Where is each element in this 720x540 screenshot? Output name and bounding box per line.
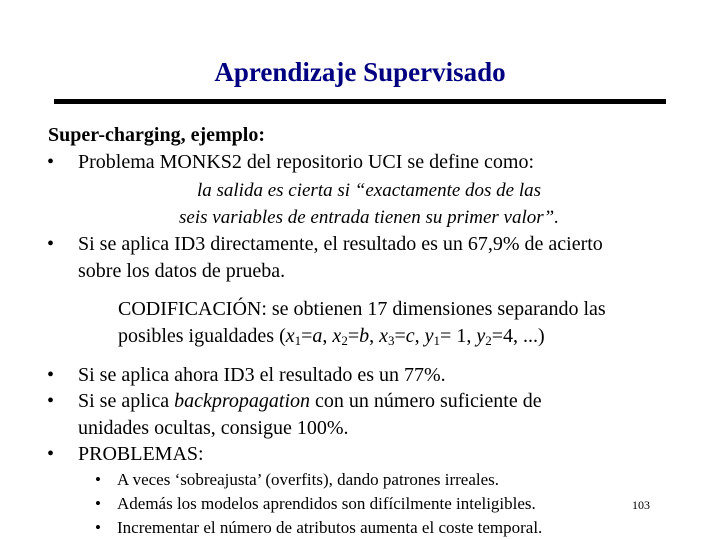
term-relation: = xyxy=(301,325,313,347)
term-separator: , xyxy=(513,325,523,347)
bullet-marker: • xyxy=(47,364,55,386)
term-subscript: 2 xyxy=(485,333,492,348)
term-variable: y xyxy=(476,325,486,347)
sub-bullet-marker: • xyxy=(95,470,101,489)
page-title: Aprendizaje Supervisado xyxy=(214,57,506,87)
monks-intro-text: Problema MONKS2 del repositorio UCI se define como: xyxy=(78,151,535,173)
coding-term xyxy=(425,325,477,347)
backprop-line-2: unidades ocultas, consigue 100%. xyxy=(78,417,349,439)
bullet-marker: • xyxy=(47,443,55,465)
term-value: b xyxy=(359,325,370,347)
term-relation: = xyxy=(440,325,457,347)
term-variable: y xyxy=(424,325,434,347)
problems-heading: PROBLEMAS: xyxy=(78,443,204,465)
coding-suffix: ...) xyxy=(523,325,545,347)
coding-term xyxy=(476,325,523,347)
sub-bullet-marker: • xyxy=(95,494,101,513)
term-subscript: 3 xyxy=(387,333,395,348)
backprop-prefix: Si se aplica xyxy=(78,390,175,412)
sub-bullet-marker: • xyxy=(95,518,101,537)
bullet-marker: • xyxy=(47,390,55,412)
term-separator: , xyxy=(322,325,333,347)
problem-item: Incrementar el número de atributos aumenta el coste temporal. xyxy=(117,518,543,537)
coding-line-1: CODIFICACIÓN: se obtienen 17 dimensiones separando las xyxy=(118,298,606,320)
term-value: 4 xyxy=(503,325,513,347)
coding-term xyxy=(379,325,425,347)
term-relation: = xyxy=(394,325,406,347)
term-subscript: 1 xyxy=(294,333,302,348)
problem-item: A veces ‘sobreajusta’ (overfits), dando patrones irreales. xyxy=(117,470,500,489)
page-number: 103 xyxy=(632,498,650,512)
definition-line-1: la salida es cierta si “exactamente dos de las xyxy=(196,180,542,201)
coding-terms xyxy=(286,325,523,347)
term-value: c xyxy=(405,325,415,347)
term-separator: , xyxy=(414,325,425,347)
coding-term xyxy=(286,325,333,347)
backprop-suffix: con un número suficiente de xyxy=(310,390,542,412)
backprop-line-1 xyxy=(78,388,542,415)
coding-prefix: posibles igualdades ( xyxy=(118,325,286,347)
term-value: a xyxy=(312,325,323,347)
id3-result-line-2: sobre los datos de prueba. xyxy=(78,260,286,282)
term-variable: x xyxy=(285,325,295,347)
backprop-term: backpropagation xyxy=(174,390,311,412)
section-heading: Super-charging, ejemplo: xyxy=(48,124,266,146)
coding-term xyxy=(332,325,379,347)
term-subscript: 2 xyxy=(341,333,348,348)
term-relation: = xyxy=(347,325,360,347)
id3-result-line-1: Si se aplica ID3 directamente, el resultado es un 67,9% de acierto xyxy=(78,233,603,255)
term-separator: , xyxy=(369,325,380,347)
bullet-marker: • xyxy=(47,233,55,255)
bullet-marker: • xyxy=(47,151,55,173)
term-value: 1 xyxy=(456,325,467,347)
coding-line-2 xyxy=(118,323,545,350)
definition-line-2: seis variables de entrada tienen su primer valor”. xyxy=(179,207,559,228)
term-subscript: 1 xyxy=(433,333,441,348)
term-variable: x xyxy=(379,325,388,347)
term-variable: x xyxy=(332,325,342,347)
problem-item: Además los modelos aprendidos son difícilmente inteligibles. xyxy=(117,494,536,513)
term-separator: , xyxy=(466,325,477,347)
id3-now-text: Si se aplica ahora ID3 el resultado es un 77%. xyxy=(78,364,446,386)
term-relation: = xyxy=(491,325,503,347)
title-rule xyxy=(54,99,666,104)
